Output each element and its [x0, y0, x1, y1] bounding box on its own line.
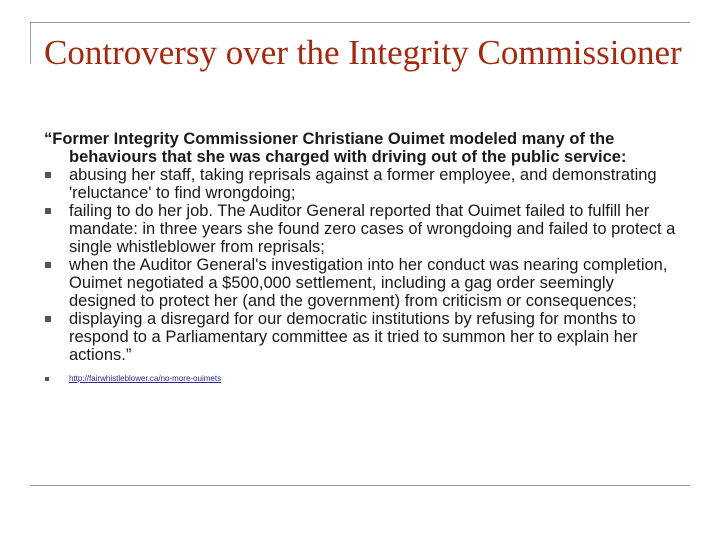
square-bullet-icon: [45, 262, 51, 268]
bullet-item-staff-abuse: [44, 166, 684, 202]
quote-intro: “Former Integrity Commissioner Christiane Ouimet modeled many of the behaviours that she was charged with driving out of the public service:: [44, 130, 627, 166]
bullet-item-disregard: [44, 310, 684, 364]
bullet-text: when the Auditor General's investigation into her conduct was nearing completion, Ouimet negotiated a $500,000 settlement, including a gag order seemingly designed to protect her (and the government) from criticism or consequences;: [69, 256, 668, 310]
bullet-text: failing to do her job. The Auditor General reported that Ouimet failed to fulfill her mandate: in three years she found zero cases of wrongdoing and failed to protect a single whistleblower from reprisals;: [69, 202, 676, 256]
square-bullet-icon: [45, 208, 51, 214]
source-link-row: [44, 374, 684, 384]
bottom-rule: [30, 485, 690, 486]
title-rule-vertical: [30, 22, 31, 64]
source-link[interactable]: http://fairwhistleblower.ca/no-more-ouimets: [69, 374, 222, 383]
bullet-item-settlement: [44, 256, 684, 310]
slide-title: Controversy over the Integrity Commissioner: [44, 33, 682, 72]
bullet-item-failing-job: [44, 202, 684, 256]
square-bullet-icon: [45, 316, 51, 322]
square-bullet-icon: [45, 172, 51, 178]
bullet-list: [44, 166, 684, 364]
bullet-text: displaying a disregard for our democratic institutions by refusing for months to respond to a Parliamentary committee as it tried to summon her to explain her actions.”: [69, 310, 638, 364]
bullet-text: abusing her staff, taking reprisals against a former employee, and demonstrating 'reluctance' to find wrongdoing;: [69, 166, 657, 202]
square-bullet-icon: [45, 377, 49, 381]
title-rule-horizontal: [30, 22, 690, 23]
slide-body: [44, 130, 684, 384]
